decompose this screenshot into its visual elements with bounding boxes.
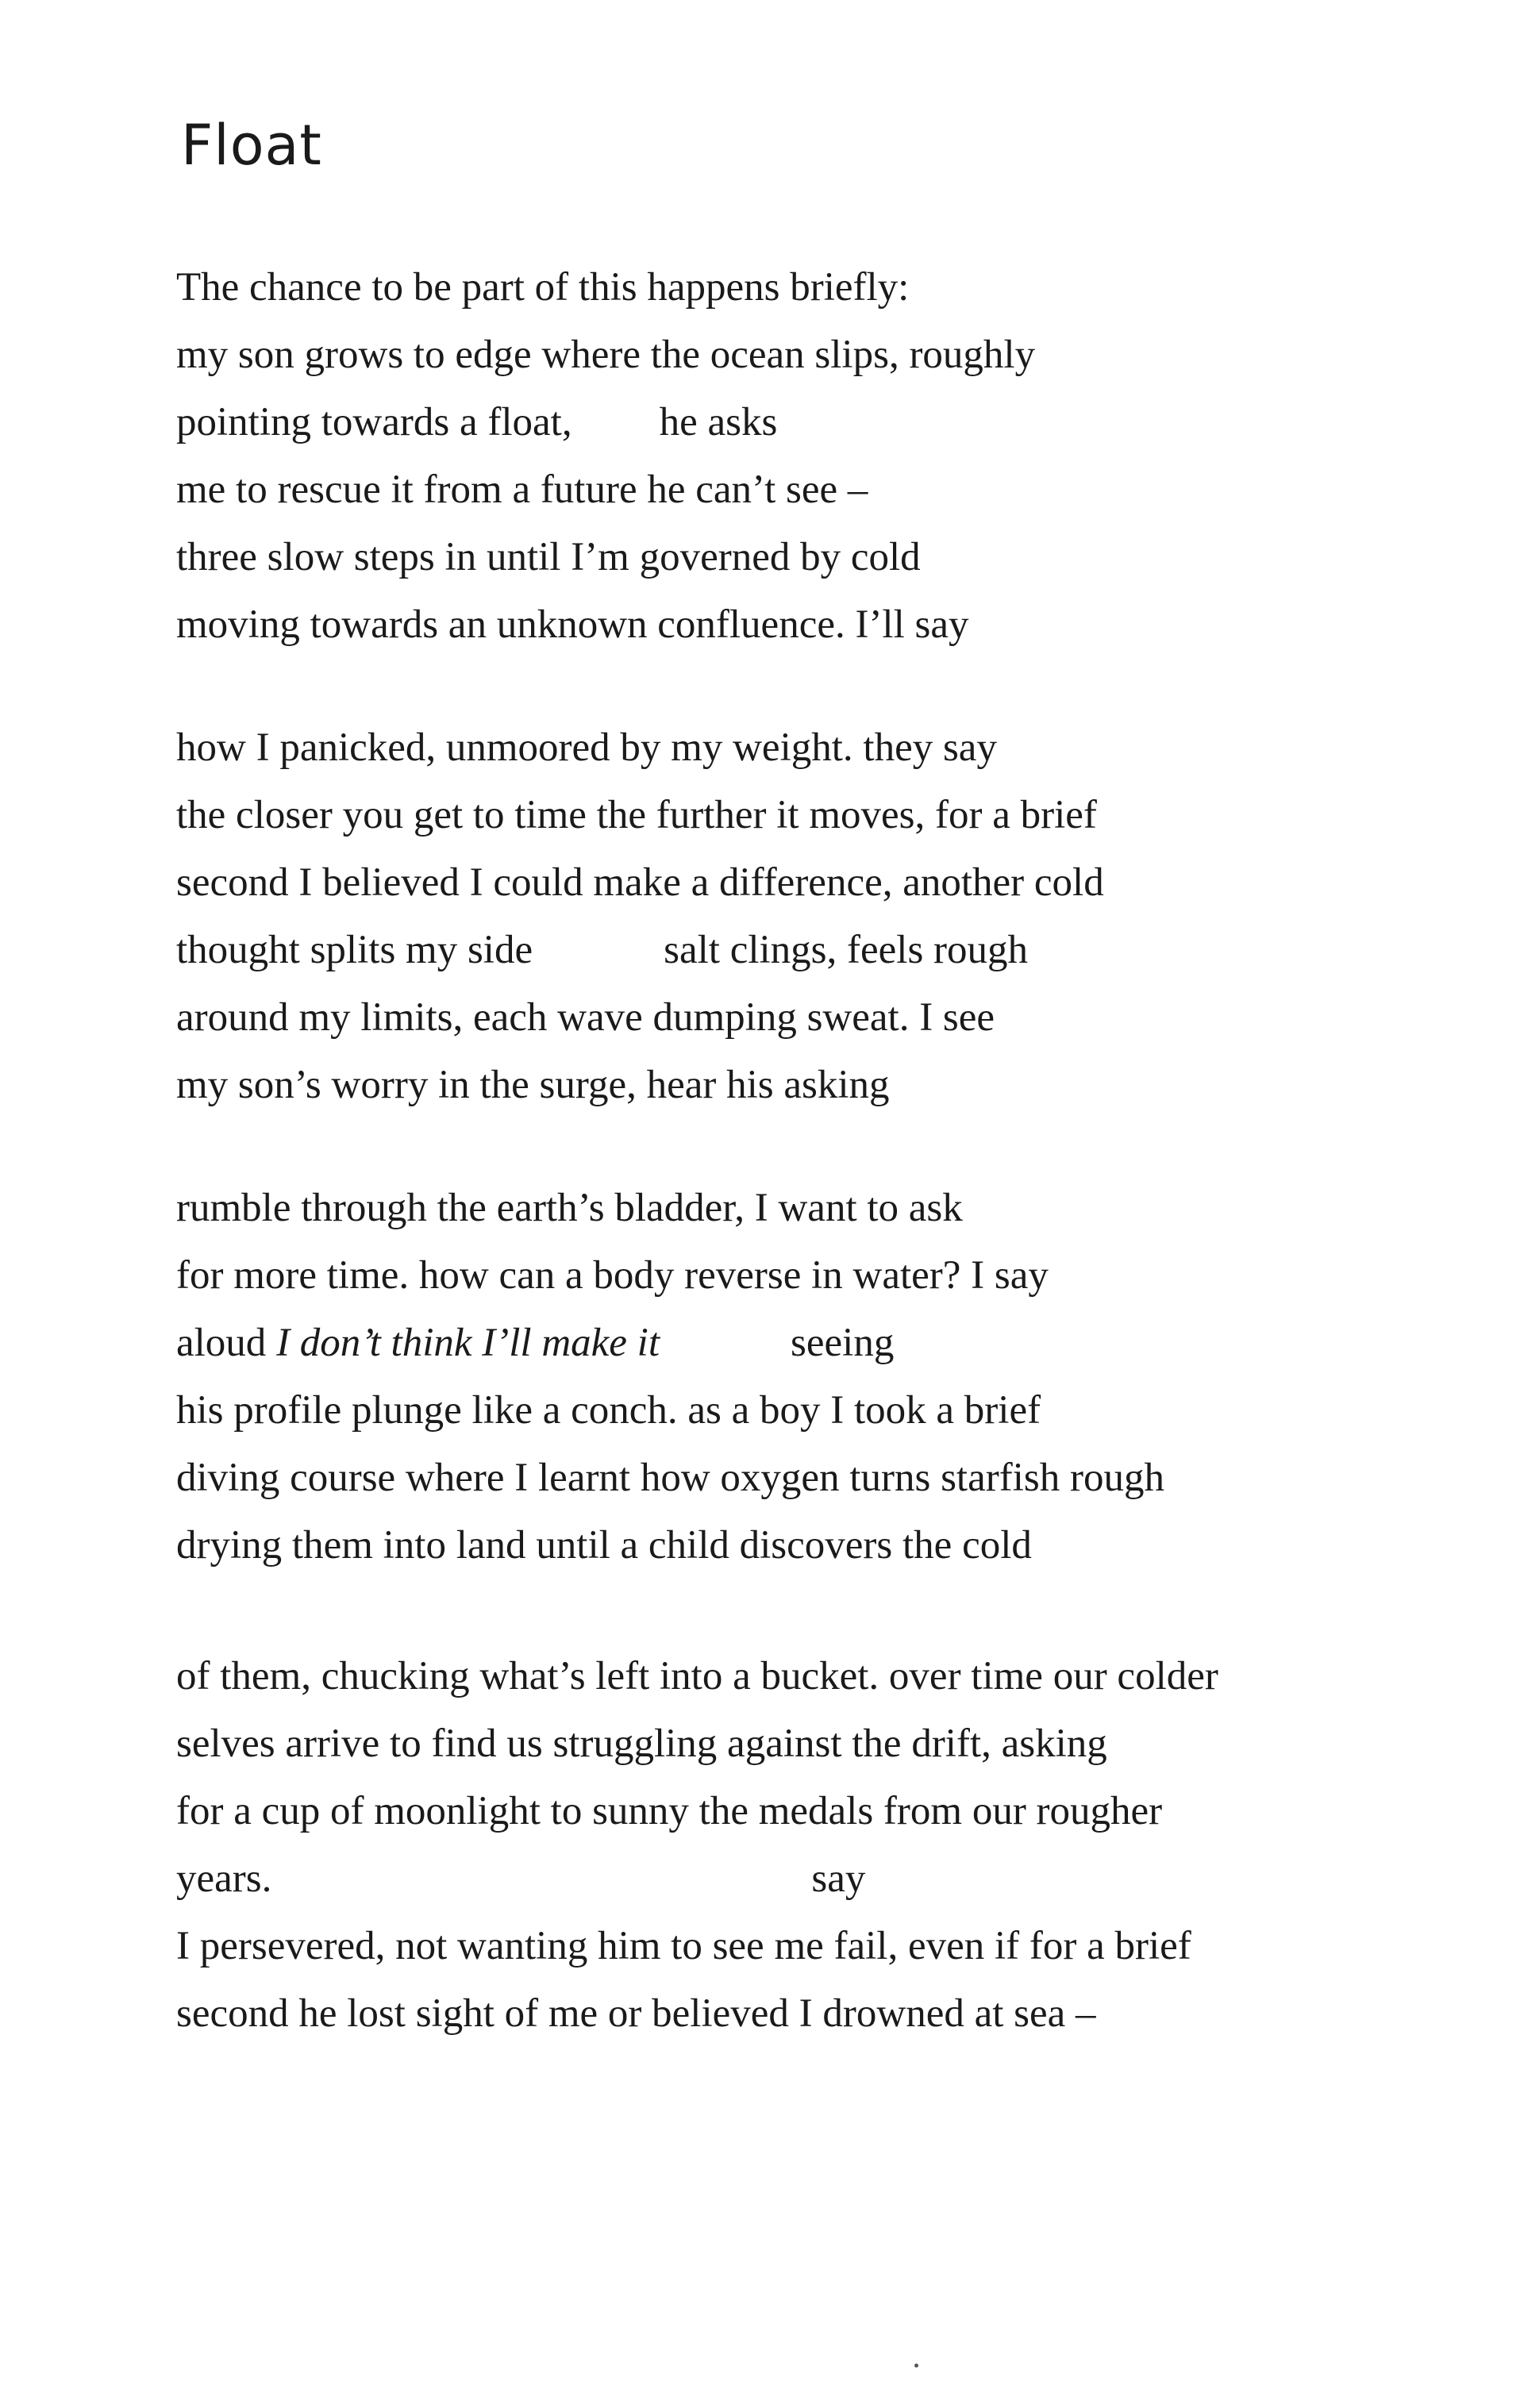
poem-line: rumble through the earth’s bladder, I want to ask	[176, 1186, 963, 1230]
line-segment: pointing towards a float,	[176, 400, 572, 444]
stanza-4	[176, 1643, 1399, 2048]
poem-line: of them, chucking what’s left into a bucket. over time our colder	[176, 1654, 1218, 1698]
poem-line: his profile plunge like a conch. as a boy I took a brief	[176, 1388, 1041, 1433]
poem-line-with-gap	[176, 1310, 1399, 1377]
poem-line: the closer you get to time the further it moves, for a brief	[176, 793, 1097, 837]
line-segment: aloud	[176, 1321, 267, 1365]
poem-line: drying them into land until a child discovers the cold	[176, 1523, 1032, 1568]
poem-line: my son’s worry in the surge, hear his asking	[176, 1063, 890, 1107]
poem-line: second he lost sight of me or believed I drowned at sea –	[176, 1991, 1096, 2036]
poem-line: selves arrive to find us struggling against the drift, asking	[176, 1721, 1107, 1766]
poem-line: The chance to be part of this happens briefly:	[176, 265, 910, 310]
page-speck-dot	[914, 2364, 918, 2368]
line-segment-after-gap: seeing	[791, 1321, 895, 1365]
line-segment: years.	[176, 1856, 272, 1901]
stanza-1	[176, 254, 1399, 659]
stanza-2	[176, 714, 1399, 1119]
poem-line: how I panicked, unmoored by my weight. they say	[176, 725, 997, 770]
poem-line: me to rescue it from a future he can’t see –	[176, 467, 868, 512]
poem-line-with-gap	[176, 917, 1399, 984]
poem-line: three slow steps in until I’m governed by cold	[176, 535, 921, 579]
poem-title: Float	[181, 113, 322, 178]
stanza-3	[176, 1175, 1399, 1579]
poem-line-with-gap	[176, 1845, 1399, 1913]
poem-line-with-gap	[176, 389, 1399, 456]
poem-line: my son grows to edge where the ocean slips, roughly	[176, 333, 1036, 377]
poem-line: moving towards an unknown confluence. I’ll say	[176, 602, 969, 647]
line-segment-after-gap: say	[811, 1856, 866, 1901]
poem-line: diving course where I learnt how oxygen turns starfish rough	[176, 1456, 1164, 1500]
poem-line: for more time. how can a body reverse in water? I say	[176, 1253, 1049, 1298]
italic-phrase: I don’t think I’ll make it	[276, 1321, 660, 1365]
poem-line: around my limits, each wave dumping sweat. I see	[176, 995, 995, 1040]
poem-line: for a cup of moonlight to sunny the medals from our rougher	[176, 1789, 1163, 1833]
poem-line: I persevered, not wanting him to see me fail, even if for a brief	[176, 1924, 1191, 1968]
line-segment-after-gap: salt clings, feels rough	[664, 928, 1029, 972]
poem-line: second I believed I could make a difference, another cold	[176, 860, 1104, 905]
line-segment-after-gap: he asks	[659, 400, 778, 444]
line-segment: thought splits my side	[176, 928, 533, 972]
